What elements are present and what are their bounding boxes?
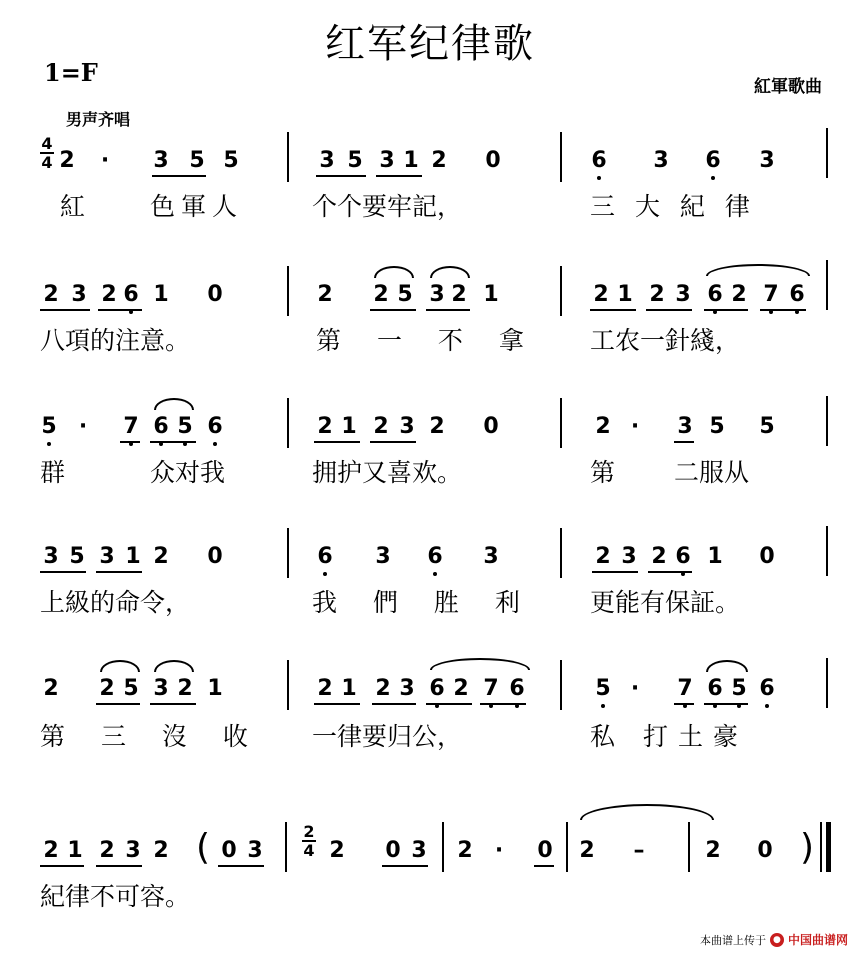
note: 6 bbox=[153, 414, 169, 439]
lyric: 群 bbox=[40, 458, 66, 487]
footer bbox=[700, 931, 848, 948]
note: 5 bbox=[759, 414, 775, 439]
note: 2 bbox=[329, 838, 345, 863]
lyric: 八項的注意。 bbox=[40, 326, 191, 355]
note: · bbox=[630, 676, 640, 701]
tie bbox=[580, 804, 714, 820]
beam bbox=[534, 865, 554, 867]
note: 3 bbox=[411, 838, 427, 863]
note: · bbox=[494, 838, 504, 863]
beam bbox=[590, 309, 636, 311]
note: 3 bbox=[399, 414, 415, 439]
close-parenthesis: ) bbox=[800, 827, 815, 868]
lyric: 上級的命令， bbox=[40, 588, 191, 617]
octave-dot bbox=[213, 442, 217, 446]
note: 6 bbox=[591, 148, 607, 173]
note: 6 bbox=[427, 544, 443, 569]
beam bbox=[120, 441, 140, 443]
barline bbox=[560, 660, 562, 710]
note: 2 bbox=[101, 282, 117, 307]
note: 2 bbox=[317, 676, 333, 701]
note: 2 bbox=[59, 148, 75, 173]
note: 0 bbox=[207, 544, 223, 569]
note: 0 bbox=[483, 414, 499, 439]
note: 3 bbox=[43, 544, 59, 569]
beam bbox=[98, 309, 142, 311]
beam bbox=[40, 571, 86, 573]
beam bbox=[674, 441, 694, 443]
beam bbox=[150, 441, 196, 443]
barline bbox=[285, 822, 287, 872]
note: 1 bbox=[207, 676, 223, 701]
note: 6 bbox=[675, 544, 691, 569]
note: 1 bbox=[341, 414, 357, 439]
note: 2 bbox=[153, 838, 169, 863]
note: 5 bbox=[69, 544, 85, 569]
beam bbox=[646, 309, 692, 311]
barline bbox=[560, 398, 562, 448]
page-title: 红军纪律歌 bbox=[325, 21, 535, 67]
note: 2 bbox=[731, 282, 747, 307]
note: – bbox=[633, 838, 645, 863]
note: 2 bbox=[317, 414, 333, 439]
note: 7 bbox=[677, 676, 693, 701]
note: 5 bbox=[731, 676, 747, 701]
note: 7 bbox=[763, 282, 779, 307]
site-logo-icon: ● bbox=[770, 933, 784, 947]
lyric: 三 大 紀 律 bbox=[590, 192, 756, 221]
time-signature-top: 2 bbox=[303, 822, 315, 841]
barline bbox=[560, 132, 562, 182]
beam bbox=[40, 309, 90, 311]
beam bbox=[648, 571, 692, 573]
note: 7 bbox=[483, 676, 499, 701]
note: 6 bbox=[509, 676, 525, 701]
octave-dot bbox=[597, 176, 601, 180]
note: 0 bbox=[537, 838, 553, 863]
note: 3 bbox=[677, 414, 693, 439]
slur bbox=[430, 658, 530, 670]
beam bbox=[426, 309, 470, 311]
beam bbox=[760, 309, 806, 311]
key-signature: 1=F bbox=[44, 58, 98, 87]
lyric: 一律要归公， bbox=[312, 722, 463, 751]
score-system-2 bbox=[0, 258, 860, 378]
beam bbox=[704, 309, 748, 311]
beam bbox=[480, 703, 526, 705]
note: · bbox=[630, 414, 640, 439]
note: 2 bbox=[595, 414, 611, 439]
barline bbox=[826, 260, 828, 310]
note: 6 bbox=[707, 676, 723, 701]
site-name[interactable]: 中国曲谱网 bbox=[787, 933, 848, 947]
barline bbox=[826, 128, 828, 178]
note: 3 bbox=[99, 544, 115, 569]
note: 2 bbox=[177, 676, 193, 701]
note: 3 bbox=[653, 148, 669, 173]
octave-dot bbox=[47, 442, 51, 446]
note: 0 bbox=[759, 544, 775, 569]
note: 2 bbox=[705, 838, 721, 863]
note: 2 bbox=[99, 676, 115, 701]
time-signature bbox=[40, 136, 54, 170]
time-signature-bottom: 4 bbox=[303, 841, 315, 860]
beam bbox=[674, 703, 694, 705]
note: 5 bbox=[709, 414, 725, 439]
note: 6 bbox=[707, 282, 723, 307]
upload-text: 本曲谱上传于 bbox=[699, 933, 766, 947]
note: 5 bbox=[189, 148, 205, 173]
score-system-1 bbox=[0, 128, 860, 248]
note: 3 bbox=[71, 282, 87, 307]
note: 6 bbox=[207, 414, 223, 439]
barline bbox=[560, 266, 562, 316]
note: 2 bbox=[373, 414, 389, 439]
octave-dot bbox=[323, 572, 327, 576]
note: 2 bbox=[451, 282, 467, 307]
beam bbox=[96, 571, 142, 573]
barline bbox=[287, 132, 289, 182]
note: 1 bbox=[403, 148, 419, 173]
lyric: 私 打土豪 bbox=[590, 722, 748, 751]
note: 5 bbox=[41, 414, 57, 439]
note: 2 bbox=[651, 544, 667, 569]
lyric: 众对我 bbox=[150, 458, 226, 487]
note: 2 bbox=[317, 282, 333, 307]
note: 2 bbox=[453, 676, 469, 701]
lyric: 紅 bbox=[60, 192, 86, 221]
barline bbox=[287, 266, 289, 316]
note: 0 bbox=[385, 838, 401, 863]
note: 6 bbox=[429, 676, 445, 701]
note: 3 bbox=[429, 282, 445, 307]
time-signature-top: 4 bbox=[41, 134, 53, 153]
slur bbox=[706, 660, 748, 672]
beam bbox=[314, 441, 360, 443]
note: 2 bbox=[429, 414, 445, 439]
note: 3 bbox=[153, 676, 169, 701]
note: 3 bbox=[319, 148, 335, 173]
note: 5 bbox=[177, 414, 193, 439]
note: 5 bbox=[347, 148, 363, 173]
score-system-6 bbox=[0, 800, 860, 920]
octave-dot bbox=[765, 704, 769, 708]
note: 6 bbox=[317, 544, 333, 569]
note: 6 bbox=[759, 676, 775, 701]
note: 3 bbox=[483, 544, 499, 569]
note: 2 bbox=[579, 838, 595, 863]
note: 1 bbox=[341, 676, 357, 701]
beam bbox=[370, 309, 416, 311]
performance-note: 男声齐唱 bbox=[66, 110, 131, 129]
barline bbox=[442, 822, 444, 872]
note: 2 bbox=[43, 676, 59, 701]
note: · bbox=[100, 148, 110, 173]
lyric: 第 bbox=[590, 458, 616, 487]
note: 1 bbox=[67, 838, 83, 863]
beam bbox=[382, 865, 428, 867]
lyric: 色軍人 bbox=[150, 192, 244, 221]
note: 2 bbox=[431, 148, 447, 173]
note: 0 bbox=[757, 838, 773, 863]
octave-dot bbox=[711, 176, 715, 180]
note: 5 bbox=[397, 282, 413, 307]
slur bbox=[100, 660, 140, 672]
note: 2 bbox=[375, 676, 391, 701]
open-parenthesis: ( bbox=[196, 827, 211, 868]
note: 3 bbox=[759, 148, 775, 173]
note: 3 bbox=[247, 838, 263, 863]
time-signature-bottom: 4 bbox=[41, 153, 53, 172]
slur bbox=[374, 266, 414, 278]
note: 2 bbox=[153, 544, 169, 569]
beam bbox=[592, 571, 638, 573]
barline bbox=[688, 822, 690, 872]
note: 1 bbox=[153, 282, 169, 307]
lyric: 个个要牢記， bbox=[312, 192, 463, 221]
barline bbox=[826, 526, 828, 576]
note: 2 bbox=[99, 838, 115, 863]
barline bbox=[826, 658, 828, 708]
beam bbox=[152, 175, 206, 177]
beam bbox=[218, 865, 264, 867]
note: 6 bbox=[789, 282, 805, 307]
lyric: 拥护又喜欢。 bbox=[312, 458, 463, 487]
note: 5 bbox=[123, 676, 139, 701]
slur bbox=[154, 660, 194, 672]
note: 3 bbox=[125, 838, 141, 863]
note: 6 bbox=[705, 148, 721, 173]
score-system-5 bbox=[0, 652, 860, 772]
note: 1 bbox=[125, 544, 141, 569]
beam bbox=[96, 865, 142, 867]
note: 6 bbox=[123, 282, 139, 307]
beam bbox=[372, 703, 416, 705]
note: 1 bbox=[483, 282, 499, 307]
beam bbox=[314, 703, 360, 705]
note: 2 bbox=[649, 282, 665, 307]
note: 5 bbox=[595, 676, 611, 701]
barline bbox=[560, 528, 562, 578]
lyric: 二服从 bbox=[674, 458, 750, 487]
beam bbox=[426, 703, 472, 705]
beam bbox=[40, 865, 84, 867]
beam bbox=[376, 175, 422, 177]
barline bbox=[287, 528, 289, 578]
barline bbox=[287, 398, 289, 448]
note: 2 bbox=[43, 838, 59, 863]
note: 2 bbox=[595, 544, 611, 569]
note: 3 bbox=[675, 282, 691, 307]
note: 7 bbox=[123, 414, 139, 439]
lyric: 我 們 胜 利 bbox=[312, 588, 534, 617]
slur bbox=[430, 266, 470, 278]
note: 0 bbox=[221, 838, 237, 863]
note: 3 bbox=[375, 544, 391, 569]
octave-dot bbox=[601, 704, 605, 708]
note: 3 bbox=[379, 148, 395, 173]
note: 5 bbox=[223, 148, 239, 173]
note: 3 bbox=[399, 676, 415, 701]
note: 1 bbox=[617, 282, 633, 307]
beam bbox=[96, 703, 140, 705]
lyric: 更能有保証。 bbox=[590, 588, 741, 617]
note: 2 bbox=[593, 282, 609, 307]
composer-credit: 紅軍歌曲 bbox=[754, 77, 822, 97]
note: 2 bbox=[457, 838, 473, 863]
note: 0 bbox=[485, 148, 501, 173]
lyric: 紀律不可容。 bbox=[40, 882, 191, 911]
barline bbox=[566, 822, 568, 872]
note: · bbox=[78, 414, 88, 439]
time-signature bbox=[302, 824, 316, 858]
final-barline-thick bbox=[826, 822, 831, 872]
note: 3 bbox=[153, 148, 169, 173]
beam bbox=[370, 441, 416, 443]
final-barline-thin bbox=[820, 822, 822, 872]
note: 3 bbox=[621, 544, 637, 569]
beam bbox=[316, 175, 366, 177]
slur bbox=[706, 264, 810, 276]
score-system-3 bbox=[0, 390, 860, 510]
score-system-4 bbox=[0, 520, 860, 640]
barline bbox=[287, 660, 289, 710]
octave-dot bbox=[433, 572, 437, 576]
note: 1 bbox=[707, 544, 723, 569]
note: 2 bbox=[373, 282, 389, 307]
lyric: 第 三 沒 收 bbox=[40, 722, 262, 751]
beam bbox=[150, 703, 196, 705]
slur bbox=[154, 398, 194, 410]
barline bbox=[826, 396, 828, 446]
lyric: 工农一針綫， bbox=[590, 326, 741, 355]
note: 2 bbox=[43, 282, 59, 307]
lyric: 第 一 不 拿 bbox=[316, 326, 538, 355]
note: 0 bbox=[207, 282, 223, 307]
beam bbox=[704, 703, 748, 705]
